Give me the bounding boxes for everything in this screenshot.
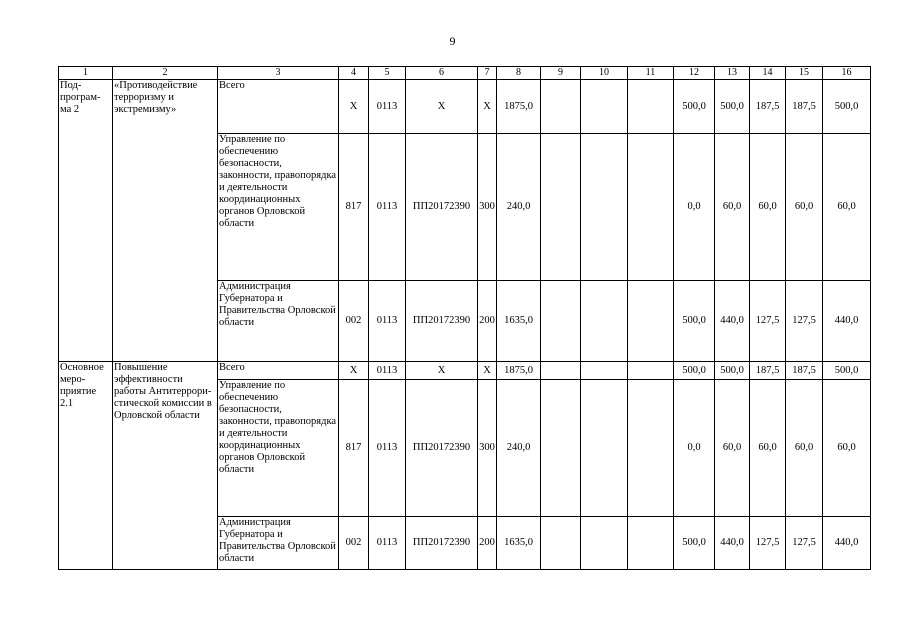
grbs-cell: Х: [339, 362, 369, 380]
year-cell: 440,0: [715, 517, 750, 570]
rzpr-cell: 0113: [369, 380, 406, 517]
header-cell: 16: [823, 67, 871, 80]
year-cell: 60,0: [823, 134, 871, 281]
year-cell: 500,0: [715, 362, 750, 380]
executor-cell: Управление по обеспечению безопасности, законности, правопорядка и деятельности координационных органов Орловской области: [218, 134, 339, 281]
year-cell: 500,0: [674, 80, 715, 134]
header-cell: 3: [218, 67, 339, 80]
grbs-cell: 002: [339, 281, 369, 362]
year-cell: 500,0: [823, 362, 871, 380]
year-cell: 60,0: [786, 134, 823, 281]
program-code: Под- програм- ма 2: [60, 80, 101, 115]
year-cell: 500,0: [674, 517, 715, 570]
total-cell: 1635,0: [497, 517, 541, 570]
grbs-cell: Х: [339, 80, 369, 134]
header-cell: 2: [113, 67, 218, 80]
rzpr-cell: 0113: [369, 362, 406, 380]
table-row: [59, 80, 871, 134]
year-cell: 440,0: [823, 517, 871, 570]
vr-cell: Х: [478, 80, 497, 134]
executor-cell: Управление по обеспечению безопасности, законности, правопорядка и деятельности координационных органов Орловской области: [218, 380, 339, 517]
csr-cell: Х: [406, 362, 478, 380]
page-number: 9: [449, 34, 456, 48]
rzpr-cell: 0113: [369, 517, 406, 570]
header-cell: 14: [750, 67, 786, 80]
year-cell: 60,0: [823, 380, 871, 517]
year-cell: 0,0: [674, 380, 715, 517]
year-cell: [541, 281, 581, 362]
header-row: [59, 67, 871, 80]
year-cell: [628, 80, 674, 134]
header-cell: 10: [581, 67, 628, 80]
grbs-cell: 002: [339, 517, 369, 570]
year-cell: [541, 380, 581, 517]
executor-cell: Администрация Губернатора и Правительства Орловской области: [218, 517, 339, 570]
year-cell: [581, 380, 628, 517]
grbs-cell: 817: [339, 380, 369, 517]
budget-table: [58, 66, 871, 570]
header-cell: 7: [478, 67, 497, 80]
program-name-cell: [113, 80, 218, 362]
vr-cell: 200: [478, 517, 497, 570]
grbs-cell: 817: [339, 134, 369, 281]
year-cell: [541, 80, 581, 134]
executor-cell: Всего: [218, 80, 339, 134]
header-cell: 6: [406, 67, 478, 80]
program-name-cell: [113, 362, 218, 570]
header-cell: 13: [715, 67, 750, 80]
year-cell: [581, 281, 628, 362]
program-code: Основное меро- приятие 2.1: [60, 362, 104, 409]
year-cell: 187,5: [750, 80, 786, 134]
program-name: Повышение эффективности работы Антитеррори-стической комиссии в Орловской области: [114, 362, 212, 421]
vr-cell: Х: [478, 362, 497, 380]
total-cell: 1875,0: [497, 362, 541, 380]
total-cell: 240,0: [497, 134, 541, 281]
rzpr-cell: 0113: [369, 281, 406, 362]
program-code-cell: [59, 80, 113, 362]
header-cell: 9: [541, 67, 581, 80]
year-cell: 127,5: [786, 281, 823, 362]
year-cell: [581, 134, 628, 281]
year-cell: [628, 380, 674, 517]
csr-cell: ПП20172390: [406, 134, 478, 281]
vr-cell: 300: [478, 134, 497, 281]
header-cell: 11: [628, 67, 674, 80]
header-cell: 5: [369, 67, 406, 80]
executor-cell: Администрация Губернатора и Правительства Орловской области: [218, 281, 339, 362]
year-cell: 500,0: [823, 80, 871, 134]
csr-cell: ПП20172390: [406, 380, 478, 517]
year-cell: [628, 517, 674, 570]
table-row: [59, 362, 871, 380]
year-cell: 60,0: [715, 380, 750, 517]
year-cell: [628, 281, 674, 362]
rzpr-cell: 0113: [369, 134, 406, 281]
total-cell: 240,0: [497, 380, 541, 517]
year-cell: 127,5: [750, 281, 786, 362]
year-cell: 187,5: [750, 362, 786, 380]
header-cell: 1: [59, 67, 113, 80]
program-code-cell: [59, 362, 113, 570]
header-cell: 4: [339, 67, 369, 80]
header-cell: 12: [674, 67, 715, 80]
year-cell: [541, 362, 581, 380]
year-cell: [581, 80, 628, 134]
total-cell: 1875,0: [497, 80, 541, 134]
year-cell: 60,0: [750, 380, 786, 517]
csr-cell: ПП20172390: [406, 281, 478, 362]
year-cell: 500,0: [674, 281, 715, 362]
year-cell: 440,0: [715, 281, 750, 362]
year-cell: 187,5: [786, 80, 823, 134]
executor-cell: Всего: [218, 362, 339, 380]
year-cell: 500,0: [715, 80, 750, 134]
year-cell: [581, 362, 628, 380]
program-name: «Противодействие терроризму и экстремизму»: [114, 80, 198, 115]
year-cell: [628, 362, 674, 380]
year-cell: 0,0: [674, 134, 715, 281]
vr-cell: 200: [478, 281, 497, 362]
year-cell: 60,0: [750, 134, 786, 281]
total-cell: 1635,0: [497, 281, 541, 362]
year-cell: 500,0: [674, 362, 715, 380]
year-cell: 127,5: [750, 517, 786, 570]
year-cell: 60,0: [786, 380, 823, 517]
csr-cell: Х: [406, 80, 478, 134]
year-cell: 127,5: [786, 517, 823, 570]
year-cell: 187,5: [786, 362, 823, 380]
year-cell: [628, 134, 674, 281]
vr-cell: 300: [478, 380, 497, 517]
year-cell: [581, 517, 628, 570]
year-cell: [541, 517, 581, 570]
year-cell: 60,0: [715, 134, 750, 281]
header-cell: 15: [786, 67, 823, 80]
rzpr-cell: 0113: [369, 80, 406, 134]
csr-cell: ПП20172390: [406, 517, 478, 570]
year-cell: [541, 134, 581, 281]
header-cell: 8: [497, 67, 541, 80]
year-cell: 440,0: [823, 281, 871, 362]
